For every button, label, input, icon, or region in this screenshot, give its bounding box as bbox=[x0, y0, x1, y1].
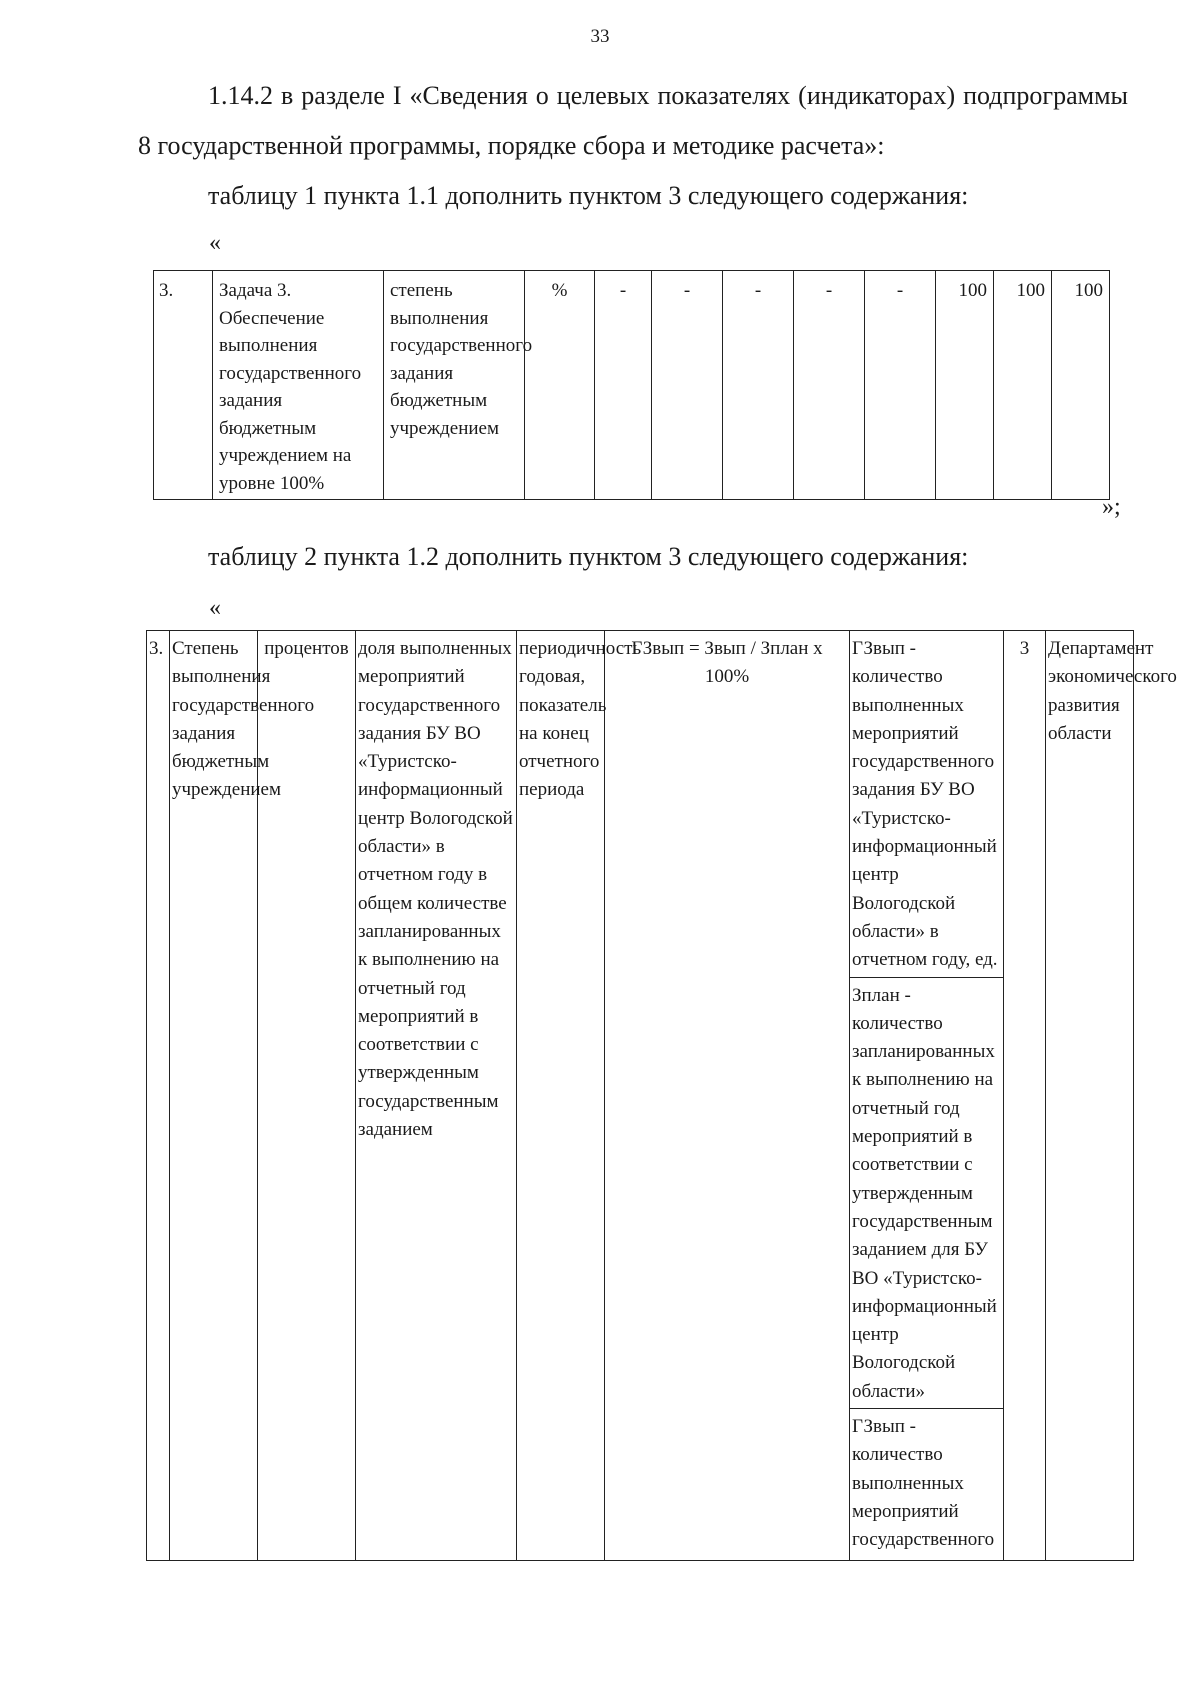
value-cell: 100 bbox=[1052, 271, 1110, 500]
table-1-indicators bbox=[153, 270, 1110, 500]
responsible-cell: Департамент экономического развития области bbox=[1046, 631, 1134, 1561]
table-row bbox=[147, 631, 1134, 1561]
page-number: 33 bbox=[590, 26, 610, 47]
paragraph-table1-instruction: таблицу 1 пункта 1.1 дополнить пунктом 3 следующего содержания: bbox=[208, 181, 969, 210]
indicator-name-cell: Степень выполнения государственного задания бюджетным учреждением bbox=[170, 631, 258, 1561]
value-cell: - bbox=[595, 271, 652, 500]
value-cell: 100 bbox=[936, 271, 994, 500]
paragraph-table2-instruction: таблицу 2 пункта 1.2 дополнить пунктом 3 следующего содержания: bbox=[208, 542, 969, 571]
variable-description: ГЗвып - количество выполненных мероприятий государственного задания БУ ВО «Туристско-информационный центр Вологодской области» в отчетном году, ед. bbox=[852, 638, 998, 971]
value-cell: 100 bbox=[994, 271, 1052, 500]
opening-quote-table2: « bbox=[209, 595, 221, 621]
variables-cell bbox=[850, 631, 1004, 1561]
value-cell: - bbox=[794, 271, 865, 500]
value-cell: - bbox=[865, 271, 936, 500]
table-row bbox=[154, 271, 1110, 500]
value-cell: - bbox=[723, 271, 794, 500]
method-cell: 3 bbox=[1004, 631, 1046, 1561]
variable-description: Зплан - количество запланированных к выполнению на отчетный год мероприятий в соответствии с утвержденным государственным заданием для БУ ВО «Туристско-информационный центр Вологодской области» bbox=[850, 977, 1003, 1408]
task-cell: Задача 3. Обеспечение выполнения государственного задания бюджетным учреждением на уровне 100% bbox=[213, 271, 384, 500]
closing-quote-table1: »; bbox=[1102, 494, 1121, 520]
periodicity-cell: периодичность годовая, показатель на конец отчетного периода bbox=[517, 631, 605, 1561]
table-2-methodology bbox=[146, 630, 1177, 1561]
row-number-cell: 3. bbox=[154, 271, 213, 500]
row-number-cell: 3. bbox=[147, 631, 170, 1561]
paragraph-section-amendment: 1.14.2 в разделе I «Сведения о целевых показателях (индикаторах) подпрограммы 8 государственной программы, порядке сбора и методике расчета»: bbox=[138, 81, 1128, 160]
indicator-cell: степень выполнения государственного задания бюджетным учреждением bbox=[384, 271, 525, 500]
unit-cell: процентов bbox=[258, 631, 356, 1561]
variable-description: ГЗвып - количество выполненных мероприятий государственного bbox=[850, 1408, 1003, 1556]
definition-cell: доля выполненных мероприятий государственного задания БУ ВО «Туристско-информационный центр Вологодской области» в отчетном году в общем количестве запланированных к выполнению на отчетный год мероприятий в соответствии с утвержденным государственным заданием bbox=[356, 631, 517, 1561]
value-cell: - bbox=[652, 271, 723, 500]
unit-cell: % bbox=[525, 271, 595, 500]
opening-quote-table1: « bbox=[209, 230, 221, 256]
formula-cell: ГЗвып = Звып / Зплан х 100% bbox=[605, 631, 850, 1561]
